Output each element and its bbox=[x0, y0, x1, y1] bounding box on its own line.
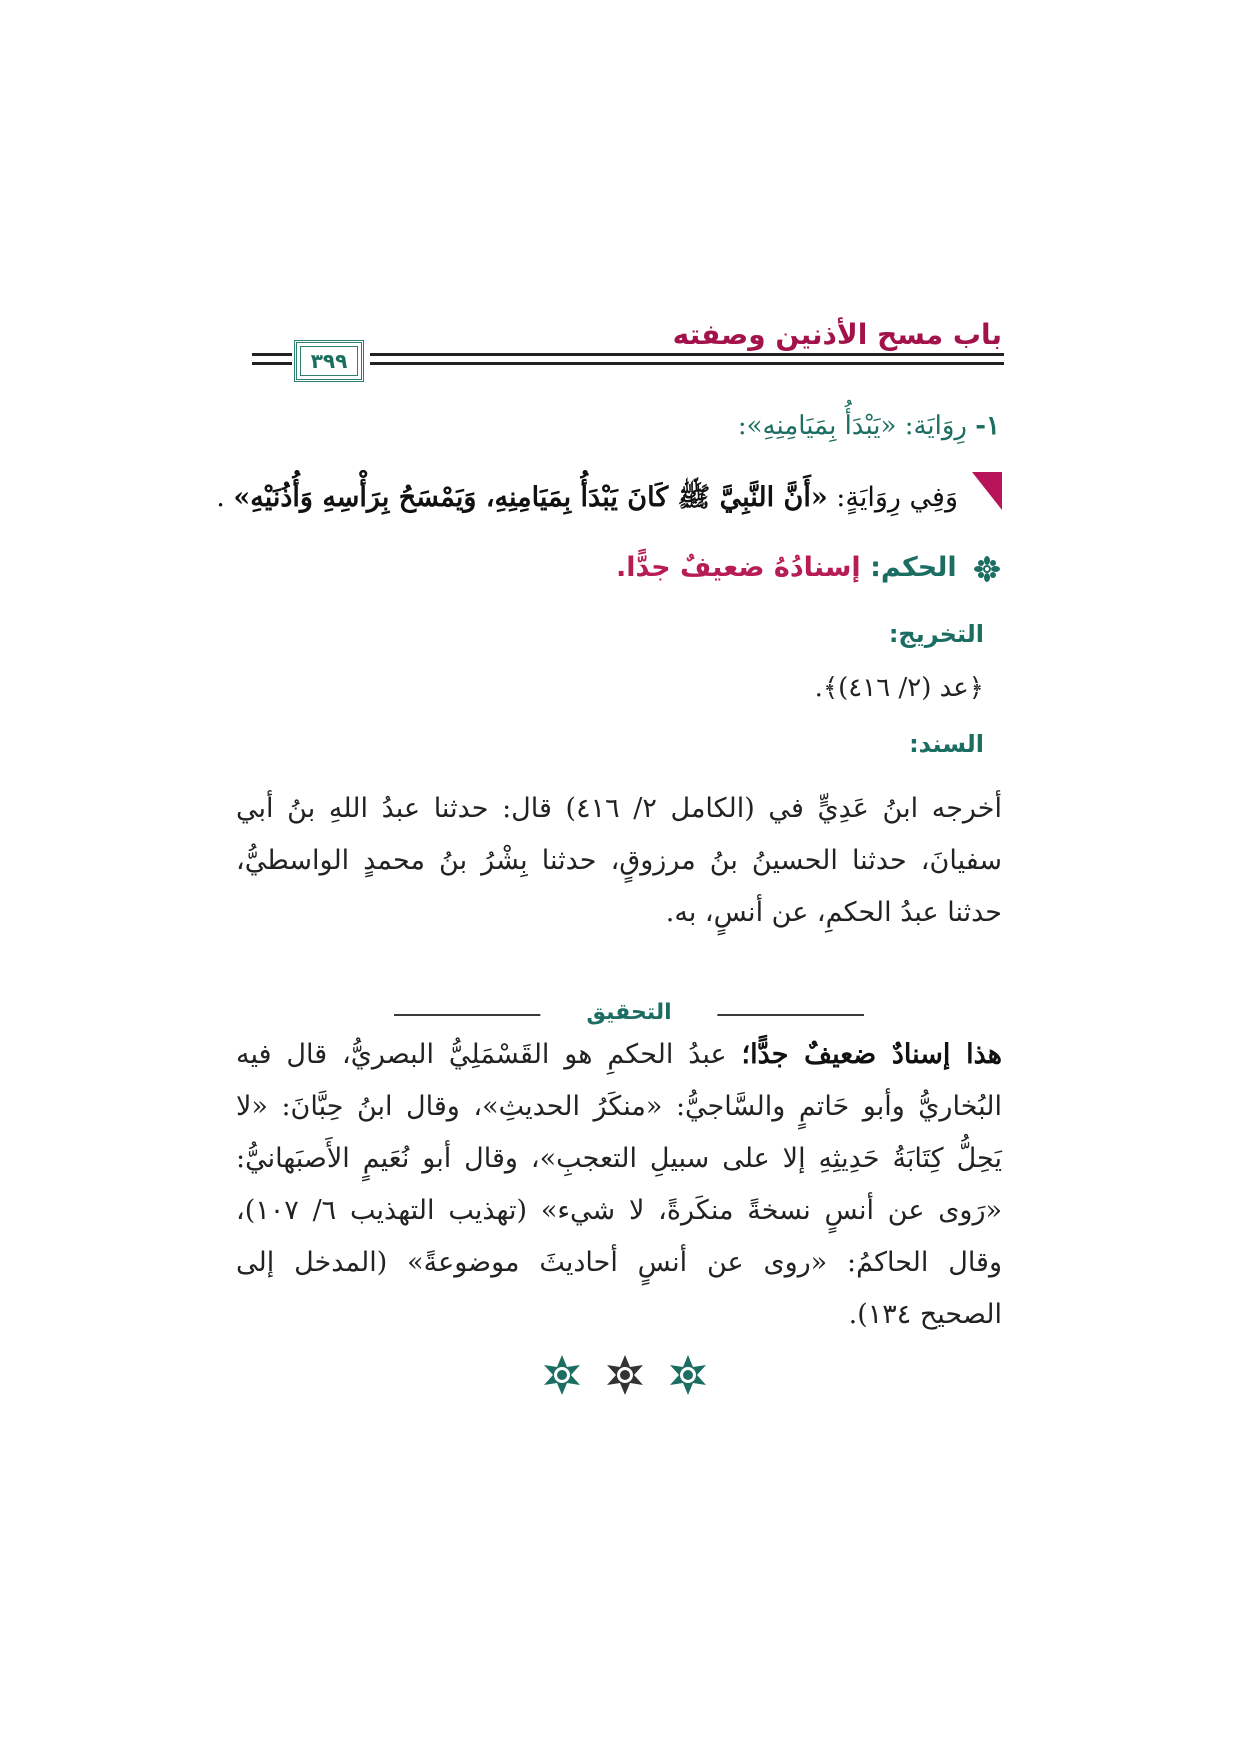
header-rule-top bbox=[370, 353, 1004, 356]
divider-line-right bbox=[714, 1014, 864, 1016]
sanad-heading: السند: bbox=[909, 730, 984, 758]
tahqiq-paragraph bbox=[236, 1029, 1002, 1341]
takhrij-text: ﴿عد (٢/ ٤١٦)﴾. bbox=[814, 673, 984, 703]
tahqiq-divider bbox=[394, 1000, 864, 1030]
header-rule-bottom bbox=[370, 362, 1004, 365]
ornament-icon bbox=[540, 1353, 584, 1397]
item-number: ١- bbox=[975, 411, 1000, 441]
ruling-text: إسنادُهُ ضعيفٌ جدًّا. bbox=[616, 552, 861, 583]
sanad-paragraph: أخرجه ابنُ عَدِيٍّ في (الكامل ٢/ ٤١٦) قال: حدثنا عبدُ اللهِ بنُ أبي سفيانَ، حدثنا الحسينُ بنُ مرزوقٍ، حدثنا بِشْرُ بنُ محمدٍ الواسطيُّ، حدثنا عبدُ الحكمِ، عن أنسٍ، به. bbox=[236, 793, 1002, 928]
item-label: رِوَايَة: «يَبْدَأُ بِمَيَامِنِهِ»: bbox=[737, 411, 967, 441]
closing-ornaments bbox=[540, 1352, 710, 1398]
tahqiq-text: عبدُ الحكمِ هو القَسْمَلِيُّ البصريُّ، قال فيه البُخاريُّ وأبو حَاتمٍ والسَّاجيُّ: «منكَرُ الحديثِ»، وقال ابنُ حِبَّانَ: «لا يَحِلُّ كِتَابَةُ حَدِيثِهِ إلا على سبيلِ التعجبِ»، وقال أبو نُعَيمٍ الأَصبَهانيُّ: «رَوى عن أنسٍ نسخةً منكَرةً، لا شيء» (تهذيب التهذيب ٦/ ١٠٧)، وقال الحاكمُ: «روى عن أنسٍ أحاديثَ موضوعةً» (المدخل إلى الصحيح ١٣٤). bbox=[236, 1039, 1002, 1330]
ruling-line bbox=[616, 552, 1000, 583]
narration-intro: وَفِي رِوَايَةٍ: bbox=[827, 482, 958, 513]
ornament-icon bbox=[603, 1353, 647, 1397]
takhrij-heading: التخريج: bbox=[888, 620, 984, 648]
chapter-title: باب مسح الأذنين وصفته bbox=[672, 318, 1002, 351]
flower-icon bbox=[974, 556, 1000, 582]
divider-line-left bbox=[394, 1014, 544, 1016]
page-number: ٣٩٩ bbox=[310, 349, 348, 373]
item-heading bbox=[738, 411, 1000, 441]
ornament-icon bbox=[666, 1353, 710, 1397]
header-rule-left-top bbox=[252, 353, 292, 356]
tahqiq-lead: هذا إسنادٌ ضعيفٌ جدًّا؛ bbox=[741, 1039, 1002, 1070]
narration-end: . bbox=[216, 482, 234, 513]
hadith-text: «أَنَّ النَّبِيَّ ﷺ كَانَ يَبْدَأُ بِمَيَامِنِهِ، وَيَمْسَحُ بِرَأْسِهِ وَأُذُنَيْهِ» bbox=[233, 482, 828, 513]
narration-line bbox=[216, 480, 958, 520]
page-number-badge bbox=[294, 340, 364, 382]
header-rule-left-bottom bbox=[252, 362, 292, 365]
corner-ornament bbox=[972, 472, 1002, 510]
tahqiq-heading: التحقيق bbox=[540, 1000, 717, 1025]
ruling-label: الحكم: bbox=[870, 552, 957, 583]
